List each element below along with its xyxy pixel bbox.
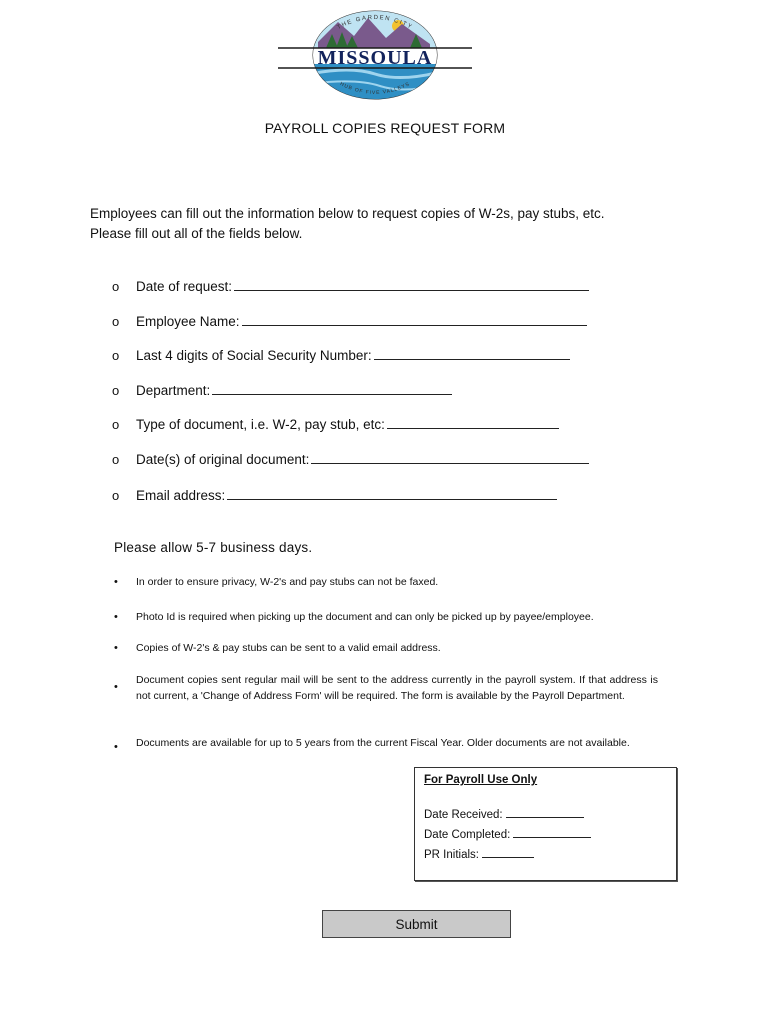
ssn-last4-input[interactable]	[374, 347, 570, 360]
payroll-use-only-box	[414, 767, 677, 881]
pr-initials-label: PR Initials:	[424, 849, 479, 861]
logo-word: MISSOULA	[317, 47, 433, 69]
bullet-icon: •	[114, 681, 118, 693]
pr-initials-input[interactable]	[482, 847, 534, 858]
logo-arc-top: THE GARDEN CITY	[336, 14, 414, 32]
field-bullet: o	[112, 314, 120, 329]
email-address-input[interactable]	[227, 487, 557, 500]
field-email-address	[112, 487, 557, 503]
date-completed-row	[424, 827, 667, 841]
submit-button[interactable]: Submit	[322, 910, 511, 938]
field-bullet: o	[112, 452, 120, 467]
processing-time-note: Please allow 5-7 business days.	[114, 540, 313, 555]
field-employee-name	[112, 313, 587, 329]
note-text: Photo Id is required when picking up the document and can only be picked up by payee/employee.	[136, 611, 594, 623]
field-bullet: o	[112, 488, 120, 503]
logo-arc-bottom: HUB OF FIVE VALLEYS	[338, 81, 412, 97]
intro-text: Employees can fill out the information below to request copies of W-2s, pay stubs, etc. Please fill out all of the fields below.	[90, 206, 605, 241]
page-title: PAYROLL COPIES REQUEST FORM	[264, 120, 506, 136]
field-label: Employee Name:	[136, 314, 240, 329]
note-item	[114, 735, 658, 755]
field-label: Last 4 digits of Social Security Number:	[136, 348, 372, 363]
note-text: Documents are available for up to 5 years from the current Fiscal Year. Older documents are not available.	[136, 737, 630, 749]
note-item	[114, 640, 658, 656]
field-ssn-last4	[112, 347, 570, 363]
field-department	[112, 382, 452, 398]
field-bullet: o	[112, 383, 120, 398]
date-of-request-input[interactable]	[234, 278, 589, 291]
date-completed-label: Date Completed:	[424, 829, 511, 841]
document-type-input[interactable]	[387, 416, 559, 429]
date-received-label: Date Received:	[424, 809, 503, 821]
field-label: Department:	[136, 383, 211, 398]
field-original-document-dates	[112, 451, 589, 467]
note-item	[114, 574, 658, 590]
date-received-input[interactable]	[506, 807, 584, 818]
field-label: Date of request:	[136, 279, 233, 294]
field-bullet: o	[112, 417, 120, 432]
payroll-box-heading: For Payroll Use Only	[424, 774, 538, 786]
bullet-icon: •	[114, 642, 118, 654]
bullet-icon: •	[114, 611, 118, 623]
date-completed-input[interactable]	[513, 827, 591, 838]
note-item	[114, 672, 658, 704]
field-label: Email address:	[136, 488, 226, 503]
bullet-icon: •	[114, 741, 118, 753]
bullet-icon: •	[114, 576, 118, 588]
department-input[interactable]	[212, 382, 452, 395]
employee-name-input[interactable]	[242, 313, 587, 326]
note-text: Document copies sent regular mail will be sent to the address currently in the payroll system. If that address is not current, a 'Change of Address Form' will be required. The form is available by the Payroll Department.	[136, 674, 658, 702]
pr-initials-row	[424, 847, 667, 861]
original-document-dates-input[interactable]	[311, 451, 589, 464]
field-bullet: o	[112, 348, 120, 363]
field-label: Type of document, i.e. W-2, pay stub, etc:	[136, 417, 385, 432]
field-bullet: o	[112, 279, 120, 294]
note-text: Copies of W-2's & pay stubs can be sent to a valid email address.	[136, 642, 441, 654]
date-received-row	[424, 807, 667, 821]
note-text: In order to ensure privacy, W-2's and pay stubs can not be faxed.	[136, 576, 439, 588]
missoula-logo	[270, 8, 480, 103]
note-item	[114, 609, 658, 625]
field-label: Date(s) of original document:	[136, 452, 310, 467]
field-document-type	[112, 416, 559, 432]
field-date-of-request	[112, 278, 589, 294]
